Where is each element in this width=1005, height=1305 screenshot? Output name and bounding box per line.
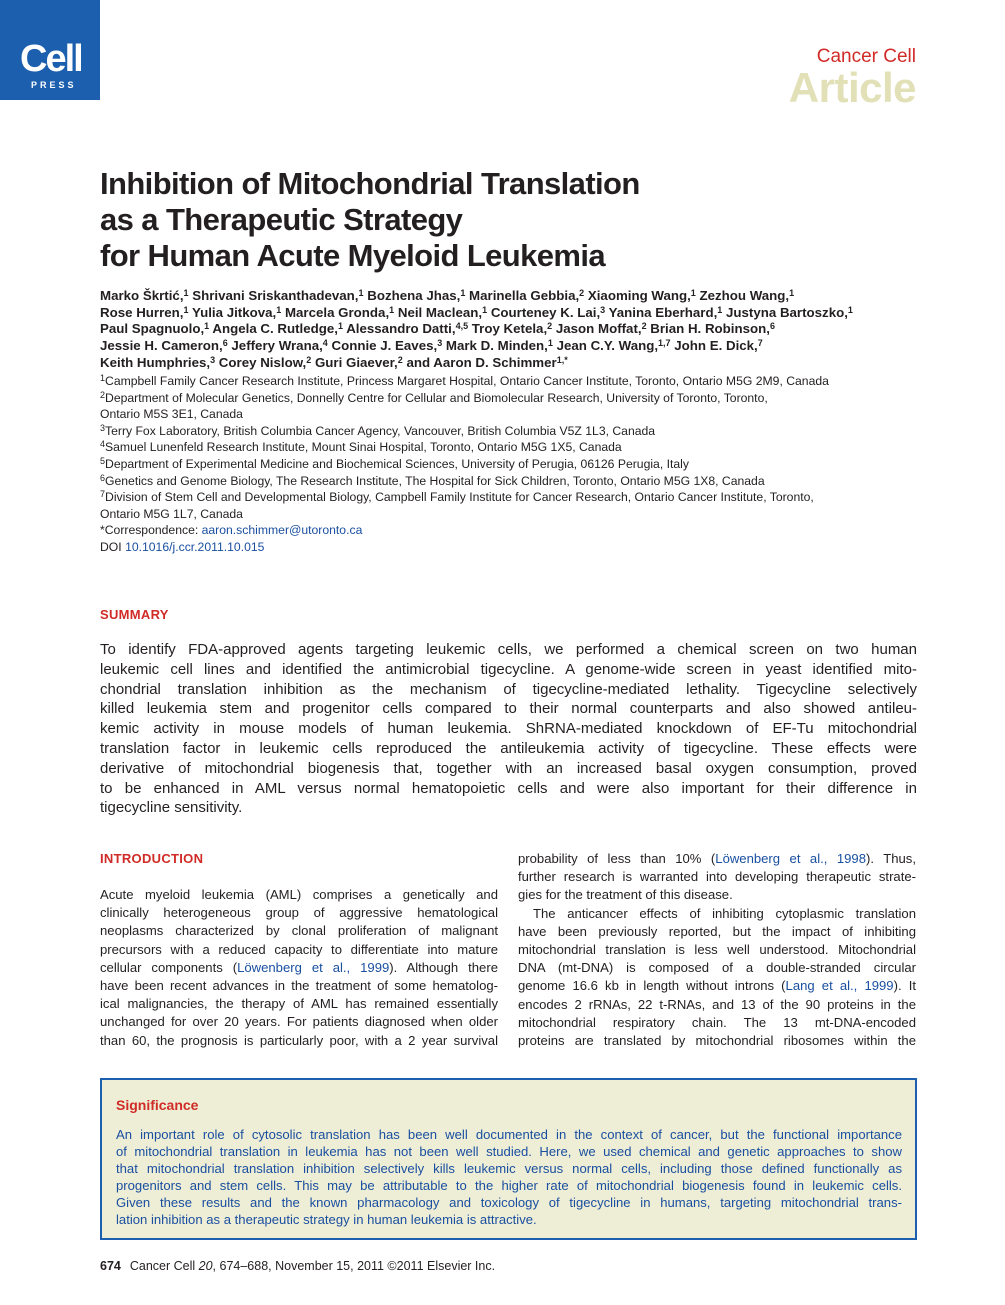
summary-text	[100, 640, 917, 818]
logo-main: Cell	[20, 38, 82, 80]
significance-line: An important role of cytosolic translation has been well documented in the context of cancer, but the functional importance	[116, 1127, 902, 1142]
significance-line: progenitors and stem cells. This may be attributable to the higher rate of mitochondrial biogenesis found in leukemic cells.	[116, 1178, 902, 1194]
summary-line: kemic activity in mouse models of human leukemia. ShRNA-mediated knockdown of EF-Tu mitochondrial	[100, 720, 917, 738]
correspondence-email-link[interactable]: aaron.schimmer@utoronto.ca	[201, 523, 363, 538]
summary-line: to be enhanced in AML versus normal hematopoietic cells and were also important for their difference in	[100, 779, 917, 797]
summary-heading: SUMMARY	[100, 607, 169, 622]
citation-link[interactable]: Löwenberg et al., 1999	[237, 959, 390, 975]
author-line: Jessie H. Cameron,$^6$ Jeffery Wrana,$^4$ Connie J. Eaves,$^3$ Mark D. Minden,$^1$ Jean C.Y. Wang,$^{1,7}$ John E. Dick,$^7$	[100, 338, 763, 354]
significance-text	[116, 1126, 902, 1229]
body-line: encodes 2 rRNAs, 22 t-RNAs, and 13 of the 90 proteins in the	[518, 996, 916, 1012]
title-line: Inhibition of Mitochondrial Translation	[100, 166, 640, 201]
affiliation: Ontario M5S 3E1, Canada	[100, 407, 243, 422]
intro-column-right	[518, 850, 916, 1050]
summary-line: chondrial translation inhibition as the mechanism of tigecycline-mediated lethality. Tigecycline selectively	[100, 680, 917, 698]
body-line: have been previously reported, but the impact of inhibiting	[518, 923, 916, 939]
body-line: have been recent advances in the treatment of some hematolog-	[100, 978, 498, 994]
affiliation: $^3$Terry Fox Laboratory, British Columbia Cancer Agency, Vancouver, British Columbia V5Z 1L3, Canada	[100, 422, 656, 438]
body-line: ical malignancies, the therapy of AML has remained essentially	[100, 996, 498, 1012]
body-line: neoplasms characterized by clonal proliferation of malignant	[100, 923, 498, 939]
summary-line: derivative of mitochondrial biogenesis that, together with an increased basal oxygen consumption, proved	[100, 759, 917, 777]
intro-column-left	[100, 886, 498, 1050]
introduction-heading: INTRODUCTION	[100, 851, 204, 866]
summary-line: translation factor in leukemic cells reproduced the antileukemia activity of tigecycline. These effects were	[100, 739, 917, 757]
body-line: further research is warranted into developing therapeutic strate-	[518, 869, 916, 885]
significance-line: that mitochondrial translation inhibition selectively kills leukemic versus normal cells, including those defined functionally as	[116, 1161, 902, 1177]
cell-press-logo	[0, 0, 100, 100]
body-line: genome 16.6 kb in length without introns (Lang et al., 1999). It	[518, 978, 916, 994]
significance-line: Given these results and the known pharmacology and toxicology of tigecycline in humans, targeting mitochondrial trans-	[116, 1195, 902, 1211]
body-line: cellular components (Löwenberg et al., 1999). Although there	[100, 959, 498, 975]
body-line: probability of less than 10% (Löwenberg et al., 1998). Thus,	[518, 851, 916, 866]
citation-link[interactable]: Löwenberg et al., 1998	[715, 851, 866, 866]
author-line: Keith Humphries,$^3$ Corey Nislow,$^2$ Guri Giaever,$^2$ and Aaron D. Schimmer$^{1,*}$	[100, 354, 568, 370]
summary-line: tigecycline sensitivity.	[100, 799, 243, 817]
body-line: mitochondrial respiratory chain. The 13 mt-DNA-encoded	[518, 1014, 916, 1030]
body-line: mitochondrial translation is less well understood. Mitochondrial	[518, 942, 916, 958]
affiliation: Ontario M5G 1L7, Canada	[100, 506, 243, 521]
body-line: unchanged for over 20 years. For patients diagnosed when older	[100, 1014, 498, 1030]
affiliation: $^2$Department of Molecular Genetics, Donnelly Centre for Cellular and Biomolecular Research, University of Toronto, Toronto,	[100, 389, 768, 405]
page-footer: 674 Cancer Cell 20, 674–688, November 15, 2011 ©2011 Elsevier Inc.	[100, 1259, 496, 1273]
doi-link[interactable]: 10.1016/j.ccr.2011.10.015	[125, 539, 265, 554]
affiliation: $^6$Genetics and Genome Biology, The Research Institute, The Hospital for Sick Children, Toronto, Ontario M5G 1X8, Canada	[100, 472, 765, 488]
affiliation: $^5$Department of Experimental Medicine and Biochemical Sciences, University of Perugia, 06126 Perugia, Italy	[100, 455, 689, 471]
body-line: DNA (mt-DNA) is composed of a double-stranded circular	[518, 960, 916, 976]
significance-box	[100, 1078, 917, 1240]
paper-title	[100, 166, 820, 274]
affiliation: $^1$Campbell Family Cancer Research Institute, Princess Margaret Hospital, Ontario Cancer Institute, Toronto, Ontario M5G 2M9, Canada	[100, 373, 829, 388]
significance-line: lation inhibition as a therapeutic strategy in human leukemia is attractive.	[116, 1212, 537, 1228]
logo-sub: PRESS	[31, 80, 77, 90]
summary-line: To identify FDA-approved agents targeting leukemic cells, we performed a chemical screen on two human	[100, 641, 917, 658]
affiliations	[100, 373, 920, 556]
body-line: Acute myeloid leukemia (AML) comprises a genetically and	[100, 887, 498, 902]
body-line: gies for the treatment of this disease.	[518, 887, 733, 903]
summary-line: leukemic cell lines and identified the antimicrobial tigecycline. A genome-wide screen in yeast identified mito-	[100, 660, 917, 678]
correspondence: *Correspondence: aaron.schimmer@utoronto.ca	[100, 523, 363, 538]
citation-link[interactable]: Lang et al., 1999	[785, 978, 894, 994]
title-line: for Human Acute Myeloid Leukemia	[100, 238, 606, 273]
title-line: as a Therapeutic Strategy	[100, 202, 463, 237]
author-line: Paul Spagnuolo,$^1$ Angela C. Rutledge,$^1$ Alessandro Datti,$^{4,5}$ Troy Ketela,$^2$ Jason Moffat,$^2$ Brian H. Robinson,$^6$	[100, 321, 775, 337]
body-line: The anticancer effects of inhibiting cytoplasmic translation	[533, 905, 916, 921]
affiliation: $^4$Samuel Lunenfeld Research Institute, Mount Sinai Hospital, Toronto, Ontario M5G 1X5, Canada	[100, 439, 622, 455]
article-type: Article	[788, 64, 916, 111]
author-line: Rose Hurren,$^1$ Yulia Jitkova,$^1$ Marcela Gronda,$^1$ Neil Maclean,$^1$ Courteney K. Lai,$^3$ Yanina Eberhard,$^1$ Justyna Bartoszko,$^1$	[100, 304, 853, 320]
body-line: proteins are translated by mitochondrial ribosomes within the	[518, 1033, 916, 1049]
body-line: clinically heterogeneous group of aggressive hematological	[100, 905, 498, 921]
journal-name: Cancer Cell	[816, 46, 916, 67]
summary-line: killed leukemia stem and progenitor cells compared to their normal counterparts and also showed antileu-	[100, 700, 917, 718]
author-list	[100, 288, 920, 372]
affiliation: $^7$Division of Stem Cell and Developmental Biology, Campbell Family Institute for Cancer Research, Ontario Cancer Institute, Toronto,	[100, 489, 814, 505]
significance-heading: Significance	[116, 1097, 199, 1113]
significance-line: of mitochondrial translation in leukemia has not been well studied. Here, we used chemical and genetic approaches to show	[116, 1144, 902, 1160]
author-line: Marko Škrtić,$^1$ Shrivani Sriskanthadevan,$^1$ Bozhena Jhas,$^1$ Marinella Gebbia,$^2$ Xiaoming Wang,$^1$ Zezhou Wang,$^1$	[100, 288, 795, 303]
body-line: precursors with a reduced capacity to differentiate into mature	[100, 941, 498, 957]
page-number: 674	[100, 1259, 121, 1273]
body-line: than 60, the prognosis is particularly poor, with a 2 year survival	[100, 1032, 498, 1048]
doi: DOI 10.1016/j.ccr.2011.10.015	[100, 539, 265, 554]
